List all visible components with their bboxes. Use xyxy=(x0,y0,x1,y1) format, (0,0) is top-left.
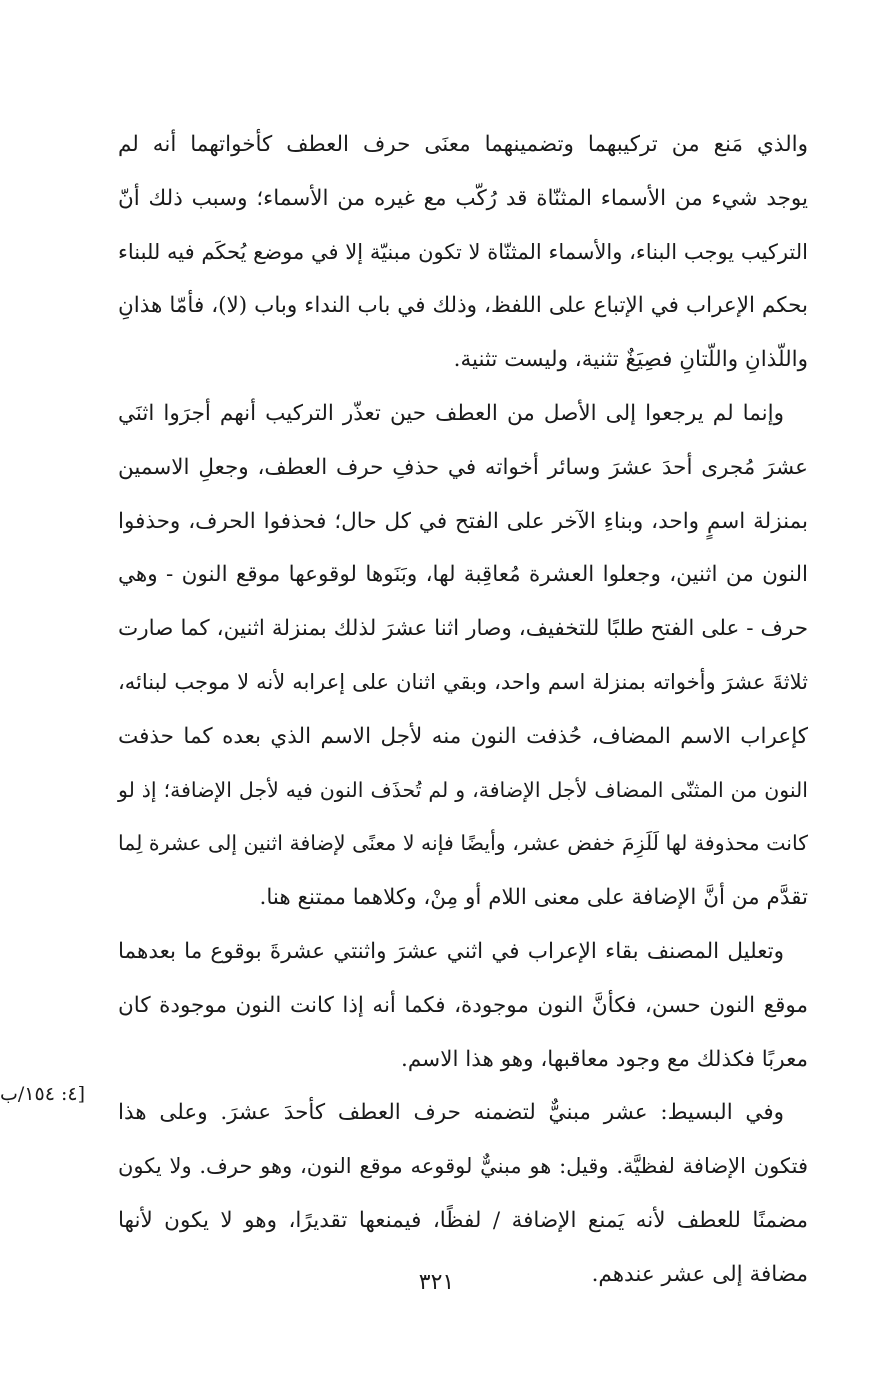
text-line: فتكون الإضافة لفظيَّة. وقيل: هو مبنيٌّ لوقوعه موقع النون، وهو حرف. ولا يكون xyxy=(118,1154,808,1179)
text-line: واللّذانِ واللّتانِ فصِيَغٌ تثنية، وليست تثنية. xyxy=(453,347,808,373)
main-text xyxy=(118,118,808,1302)
text-line: حرف - على الفتح طلبًا للتخفيف، وصار اثنا عشرَ لذلك بمنزلة اثنين، كما صارت xyxy=(118,616,808,642)
margin-note: [٤: ١٥٤/ب xyxy=(0,1083,86,1105)
text-line: معربًا فكذلك مع وجود معاقبها، وهو هذا الاسم. xyxy=(401,1046,808,1072)
text-line: كانت محذوفة لها لَلَزِمَ خفض عشر، وأيضًا فإنه لا معنًى لإضافة اثنين إلى عشرة لِما xyxy=(118,831,808,856)
text-line: النون من اثنين، وجعلوا العشرة مُعاقِبة لها، وبَنَوها لوقوعها موقع النون - وهي xyxy=(118,562,808,588)
text-line: بحكم الإعراب في الإتباع على اللفظ، وذلك في باب النداء وباب (لا)، فأمّا هذانِ xyxy=(118,293,808,319)
text-line: تقدَّم من أنَّ الإضافة على معنى اللام أو مِنْ، وكلاهما ممتنع هنا. xyxy=(259,885,808,911)
text-line: مضافة إلى عشر عندهم. xyxy=(591,1261,808,1287)
text-line: وفي البسيط: عشر مبنيٌّ لتضمنه حرف العطف كأحدَ عشرَ. وعلى هذا xyxy=(118,1100,784,1126)
paragraph-3 xyxy=(118,925,808,1086)
paragraph-2 xyxy=(118,387,808,925)
text-line: وإنما لم يرجعوا إلى الأصل من العطف حين تعذّر التركيب أنهم أجرَوا اثنَي xyxy=(118,400,784,426)
text-line: يوجد شيء من الأسماء المثنّاة قد رُكّب مع غيره من الأسماء؛ وسبب ذلك أنّ xyxy=(118,185,808,211)
paragraph-1 xyxy=(118,118,808,387)
text-line: كإعراب الاسم المضاف، حُذفت النون منه لأجل الاسم الذي بعده كما حذفت xyxy=(118,723,808,749)
text-line: النون من المثنّى المضاف لأجل الإضافة، و لم تُحذَف النون فيه لأجل الإضافة؛ إذ لو xyxy=(118,777,808,802)
text-line: التركيب يوجب البناء، والأسماء المثنّاة لا تكون مبنيّة إلا في موضع يُحكَم فيه للبناء xyxy=(118,239,808,264)
text-line: بمنزلة اسمٍ واحد، وبناءِ الآخر على الفتح في كل حال؛ فحذفوا الحرف، وحذفوا xyxy=(118,508,808,534)
text-line: والذي مَنع من تركيبهما وتضمينهما معنَى حرف العطف كأخواتهما أنه لم xyxy=(118,132,808,157)
text-line: عشرَ مُجرى أحدَ عشرَ وسائر أخواته في حذفِ حرف العطف، وجعلِ الاسمين xyxy=(118,454,808,480)
page-number: ٣٢١ xyxy=(418,1270,455,1295)
text-line: ثلاثةَ عشرَ وأخواته بمنزلة اسم واحد، وبقي اثنان على إعرابه لأنه لا موجب لبنائه، xyxy=(118,669,808,694)
text-line: مضمنًا للعطف لأنه يَمنع الإضافة / لفظًا، فيمنعها تقديرًا، وهو لا يكون لأنها xyxy=(118,1207,808,1233)
text-line: موقع النون حسن، فكأنَّ النون موجودة، فكما أنه إذا كانت النون موجودة كان xyxy=(118,992,808,1018)
text-line: وتعليل المصنف بقاء الإعراب في اثني عشرَ واثنتي عشرةَ بوقوع ما بعدهما xyxy=(118,938,784,964)
